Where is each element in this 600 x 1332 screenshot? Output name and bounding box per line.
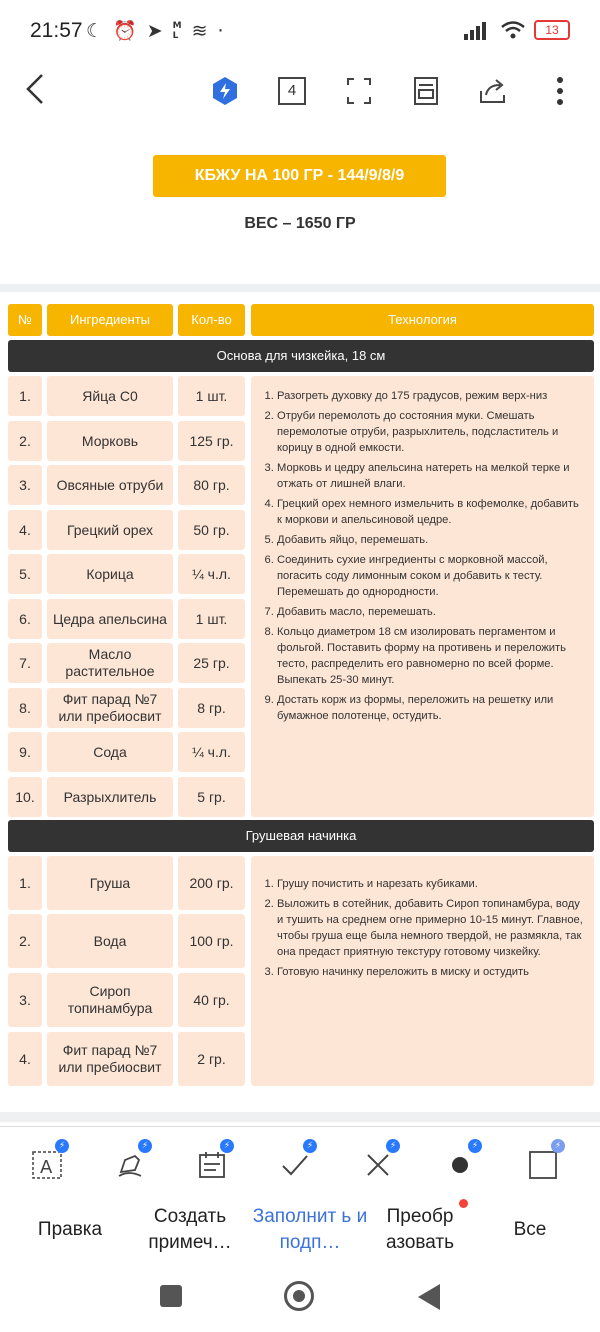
row-qty: 50 гр.	[178, 510, 245, 550]
back-button[interactable]	[24, 70, 56, 116]
expand-icon	[346, 77, 372, 105]
row-num: 4.	[8, 510, 42, 550]
tab-convert[interactable]: Преобр азовать	[385, 1206, 455, 1253]
row-qty: 1 шт.	[178, 376, 245, 416]
row-qty: ¼ ч.л.	[178, 554, 245, 594]
section-title: Грушевая начинка	[8, 820, 594, 852]
technology-steps	[251, 376, 594, 817]
calendar-form-icon	[197, 1150, 227, 1180]
square-icon	[528, 1150, 558, 1180]
layers-icon: ≋	[191, 20, 208, 42]
tab-all[interactable]: Все	[513, 1219, 547, 1240]
row-qty: 8 гр.	[178, 688, 245, 728]
row-qty: 125 гр.	[178, 421, 245, 461]
badge-icon: ⚡	[468, 1139, 482, 1153]
wifi-icon	[500, 20, 526, 40]
row-ingredient: Яйца С0	[47, 376, 173, 416]
page-count-button[interactable]	[276, 74, 308, 108]
header-num: №	[8, 304, 42, 336]
step: 8. Кольцо диаметром 18 см изолировать пергаментом и фольгой. Поставить форму на противень и переложить тесто, распределить его равномерно по всей форме. Выпекать 25-30 минут.	[277, 624, 584, 688]
row-num: 3.	[8, 465, 42, 505]
row-qty: ¼ ч.л.	[178, 732, 245, 772]
dot-icon: ·	[217, 20, 224, 42]
lightning-icon	[211, 76, 239, 106]
more-vertical-icon	[556, 76, 564, 106]
badge-icon: ⚡	[386, 1139, 400, 1153]
step: 5. Добавить яйцо, перемешать.	[277, 532, 584, 548]
row-ingredient: Грецкий орех	[47, 510, 173, 550]
momlife-icon: M L	[172, 21, 182, 41]
signal-icon	[464, 20, 492, 40]
step: 3. Готовую начинку переложить в миску и остудить	[277, 964, 584, 980]
close-icon	[364, 1151, 392, 1179]
alarm-icon: ⏰	[113, 20, 137, 42]
step: 1. Грушу почистить и нарезать кубиками.	[277, 876, 584, 892]
row-num: 5.	[8, 554, 42, 594]
row-ingredient: Груша	[47, 856, 173, 910]
row-qty: 200 гр.	[178, 856, 245, 910]
system-nav-bar	[0, 1262, 600, 1332]
badge-icon: ⚡	[55, 1139, 69, 1153]
mode-tabs	[0, 1204, 600, 1264]
row-num: 9.	[8, 732, 42, 772]
dot-icon	[450, 1155, 470, 1175]
dot-tool-button[interactable]	[440, 1141, 480, 1183]
form-tool-button[interactable]	[192, 1141, 232, 1183]
row-num: 7.	[8, 643, 42, 683]
step: 6. Соединить сухие ингредиенты с морковной массой, погасить соду лимонным соком и добавить к тесту. Перемешать до однородности.	[277, 552, 584, 600]
tab-fill-sign[interactable]: Заполнит ь и подп…	[252, 1206, 368, 1253]
row-qty: 25 гр.	[178, 643, 245, 683]
share-button[interactable]	[477, 74, 509, 108]
row-qty: 5 гр.	[178, 777, 245, 817]
home-button[interactable]	[284, 1281, 314, 1311]
more-options-button[interactable]	[544, 74, 576, 108]
step: 3. Морковь и цедру апельсина натереть на мелкой терке и отжать от лишней влаги.	[277, 460, 584, 492]
step: 2. Выложить в сотейник, добавить Сироп топинамбура, воду и тушить на среднем огне примерно 10-15 минут. Главное, чтобы груша еще была немного твердой, не размякла, так она предаст приятную текстуру готовому чизкейку.	[277, 896, 584, 960]
telegram-icon: ➤	[146, 20, 163, 42]
row-ingredient: Фит парад №7 или пребиосвит	[47, 1032, 173, 1086]
row-num: 8.	[8, 688, 42, 728]
row-num: 6.	[8, 599, 42, 639]
row-num: 1.	[8, 856, 42, 910]
draw-tool-button[interactable]	[110, 1141, 150, 1183]
checkmark-tool-button[interactable]	[275, 1141, 315, 1183]
notification-dot	[459, 1199, 468, 1208]
row-ingredient: Разрыхлитель	[47, 777, 173, 817]
tab-annotate[interactable]: Создать примеч…	[148, 1206, 232, 1253]
status-bar	[0, 0, 600, 62]
document-icon	[413, 76, 439, 106]
step: 7. Добавить масло, перемешать.	[277, 604, 584, 620]
moon-icon: ☾	[86, 20, 104, 42]
technology-steps	[251, 856, 594, 1086]
row-ingredient: Сода	[47, 732, 173, 772]
row-num: 2.	[8, 914, 42, 968]
text-box-icon	[31, 1150, 63, 1180]
text-tool-button[interactable]	[27, 1141, 67, 1183]
row-num: 4.	[8, 1032, 42, 1086]
header-tech: Технология	[251, 304, 594, 336]
kbju-banner: КБЖУ НА 100 ГР - 144/9/8/9	[153, 155, 446, 197]
row-ingredient: Овсяные отруби	[47, 465, 173, 505]
row-qty: 100 гр.	[178, 914, 245, 968]
step: 4. Грецкий орех немного измельчить в кофемолке, добавить к моркови и апельсиновой цедре.	[277, 496, 584, 528]
row-qty: 2 гр.	[178, 1032, 245, 1086]
step: 2. Отруби перемолоть до состояния муки. Смешать перемолотые отруби, разрыхлитель, подсластитель и корицу в одной емкости.	[277, 408, 584, 456]
row-num: 1.	[8, 376, 42, 416]
battery-indicator: 13	[534, 20, 570, 40]
row-qty: 80 гр.	[178, 465, 245, 505]
tab-edit[interactable]: Правка	[37, 1219, 103, 1240]
row-ingredient: Фит парад №7 или пребиосвит	[47, 688, 173, 728]
ai-assistant-button[interactable]	[209, 74, 241, 108]
badge-icon: ⚡	[220, 1139, 234, 1153]
header-qty: Кол-во	[178, 304, 245, 336]
document-page	[0, 292, 600, 1112]
nav-back-button[interactable]	[418, 1284, 440, 1310]
section-title: Основа для чизкейка, 18 см	[8, 340, 594, 372]
weight-label: ВЕС – 1650 ГР	[244, 215, 356, 232]
row-ingredient: Корица	[47, 554, 173, 594]
status-right-icons	[464, 20, 570, 40]
row-num: 2.	[8, 421, 42, 461]
reading-mode-button[interactable]	[410, 74, 442, 108]
step: 9. Достать корж из формы, переложить на решетку или бумажное полотенце, остудить.	[277, 692, 584, 724]
rectangle-tool-button[interactable]	[523, 1141, 563, 1183]
row-ingredient: Сироп топинамбура	[47, 973, 173, 1027]
row-ingredient: Морковь	[47, 421, 173, 461]
cross-tool-button[interactable]	[358, 1141, 398, 1183]
document-page	[0, 126, 600, 284]
badge-icon: ⚡	[303, 1139, 317, 1153]
header-ingredients: Ингредиенты	[47, 304, 173, 336]
status-notification-icons	[86, 20, 224, 42]
chevron-left-icon	[24, 72, 46, 106]
badge-icon: ⚡	[551, 1139, 565, 1153]
row-qty: 1 шт.	[178, 599, 245, 639]
recents-button[interactable]	[160, 1285, 182, 1307]
badge-icon: ⚡	[138, 1139, 152, 1153]
svg-text:A: A	[40, 1157, 53, 1178]
row-num: 10.	[8, 777, 42, 817]
page-number: 4	[278, 77, 306, 105]
row-qty: 40 гр.	[178, 973, 245, 1027]
row-num: 3.	[8, 973, 42, 1027]
pen-icon	[115, 1150, 145, 1180]
row-ingredient: Цедра апельсина	[47, 599, 173, 639]
step: 1. Разогреть духовку до 175 градусов, режим верх-низ	[277, 388, 584, 404]
fullscreen-button[interactable]	[343, 74, 375, 108]
check-icon	[280, 1150, 310, 1180]
document-toolbar	[0, 62, 600, 124]
status-time: 21:57	[30, 19, 83, 42]
row-ingredient: Вода	[47, 914, 173, 968]
row-ingredient: Масло растительное	[47, 643, 173, 683]
document-view[interactable]	[0, 126, 600, 1126]
tool-icons-row	[0, 1126, 600, 1198]
share-icon	[478, 77, 508, 105]
